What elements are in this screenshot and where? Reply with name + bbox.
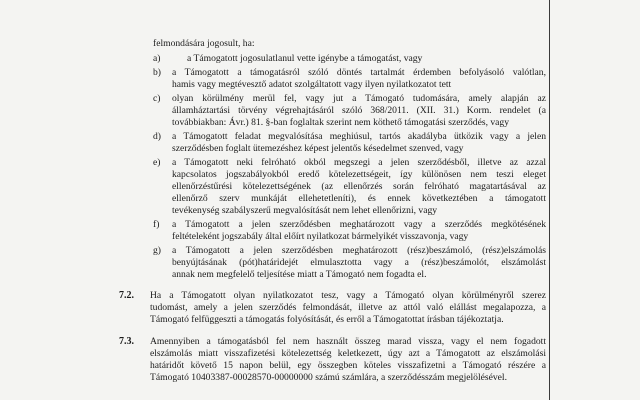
item-g-line-1: a Támogatott a jelen szerződésben meghatározott (rész)beszámoló, (rész)elszámolás xyxy=(172,245,546,256)
item-marker-a: a) xyxy=(153,53,161,64)
item-marker-d: d) xyxy=(153,131,161,142)
item-c-line-2: államháztartási törvény végrehajtásáról szóló 368/2011. (XII. 31.) Korm. rendelet (a xyxy=(172,105,546,116)
section-7-3-line-1: Amennyiben a támogatásból fel nem használt összeg marad vissza, vagy el nem fogadott xyxy=(150,336,546,347)
item-d-line-1: a Támogatott feladat megvalósítása meghiúsul, tartós akadályba ütközik vagy a jelen xyxy=(172,131,546,142)
section-7-2-line-2: tudomást, amely a jelen szerződés felmondását, illetve az attól való elállást megalapozza, a xyxy=(150,302,546,313)
item-marker-b: b) xyxy=(153,67,161,78)
item-e-line-5: tevékenység szabályszerű megvalósítását nem lehet ellenőrizni, vagy xyxy=(172,205,438,216)
section-7-2-line-1: Ha a Támogatott olyan nyilatkozatot tesz, vagy a Támogató olyan körülményről szerez xyxy=(150,290,546,301)
section-7-3-line-4: Támogató 10403387-00028570-00000000 számú számlára, a szerződésszám megjelölésével. xyxy=(150,372,507,383)
item-a-line-1: a Támogatott jogosulatlanul vette igénybe a támogatást, vagy xyxy=(187,53,423,64)
item-f-line-1: a Támogatott a jelen szerződésben meghatározott vagy a szerződés megkötésének xyxy=(172,219,546,230)
item-c-line-3: továbbiakban: Ávr.) 81. §-ban foglaltak szerint nem köthető támogatási szerződés, vagy xyxy=(172,117,510,128)
item-g-line-3: annak nem megfelelő teljesítése miatt a Támogató nem fogadta el. xyxy=(172,269,427,280)
section-7-3-line-2: elszámolás miatt visszafizetési kötelezettség keletkezett, úgy azt a Támogatott az elszámolási xyxy=(150,348,546,359)
section-7-2-number: 7.2. xyxy=(119,290,134,301)
item-g-line-2: benyújtásának (pót)határidejét elmulasztotta vagy a (rész)beszámolót, elszámolást xyxy=(172,257,546,268)
page-margin-line xyxy=(549,0,550,400)
item-b-line-2: hamis vagy megtévesztő adatot szolgáltatott vagy ilyen nyilatkozatot tett xyxy=(172,79,452,90)
section-7-3-number: 7.3. xyxy=(119,336,134,347)
item-d-line-2: szerződésben foglalt ütemezéshez képest jelentős késedelmet szenved, vagy xyxy=(172,143,464,154)
item-c-line-1: olyan körülmény merül fel, vagy jut a Támogató tudomására, amely alapján az xyxy=(172,93,546,104)
item-marker-f: f) xyxy=(153,219,160,230)
section-7-3-line-3: határidőt követő 15 napon belül, egy összegben köteles visszafizetni a Támogató részére a xyxy=(150,360,546,371)
item-e-line-4: ellenőrző szerv munkáját ellehetetleníti), és ennek következtében a támogatott xyxy=(172,193,546,204)
item-marker-g: g) xyxy=(153,245,161,256)
intro-text: felmondására jogosult, ha: xyxy=(153,38,255,49)
item-f-line-2: feltételeként jogszabály által előírt nyilatkozat bármelyikét visszavonja, vagy xyxy=(172,231,469,242)
item-b-line-1: a Támogatott a támogatásról szóló döntés tartalmát érdemben befolyásoló valótlan, xyxy=(172,67,546,78)
item-e-line-3: ellenőrzéstűrési kötelezettségének (az ellenőrzés során felróható magatartásával az xyxy=(172,181,546,192)
section-7-2-line-3: Támogató felfüggeszti a támogatás folyósítását, és erről a Támogatottat írásban tájékoztatja. xyxy=(150,314,504,325)
item-e-line-1: a Támogatott neki felróható okból megszegi a jelen szerződésből, illetve az azzal xyxy=(172,157,546,168)
item-e-line-2: kapcsolatos jogszabályokból eredő kötelezettségeit, így különösen nem teszi eleget xyxy=(172,169,546,180)
item-marker-c: c) xyxy=(153,93,161,104)
item-marker-e: e) xyxy=(153,157,161,168)
